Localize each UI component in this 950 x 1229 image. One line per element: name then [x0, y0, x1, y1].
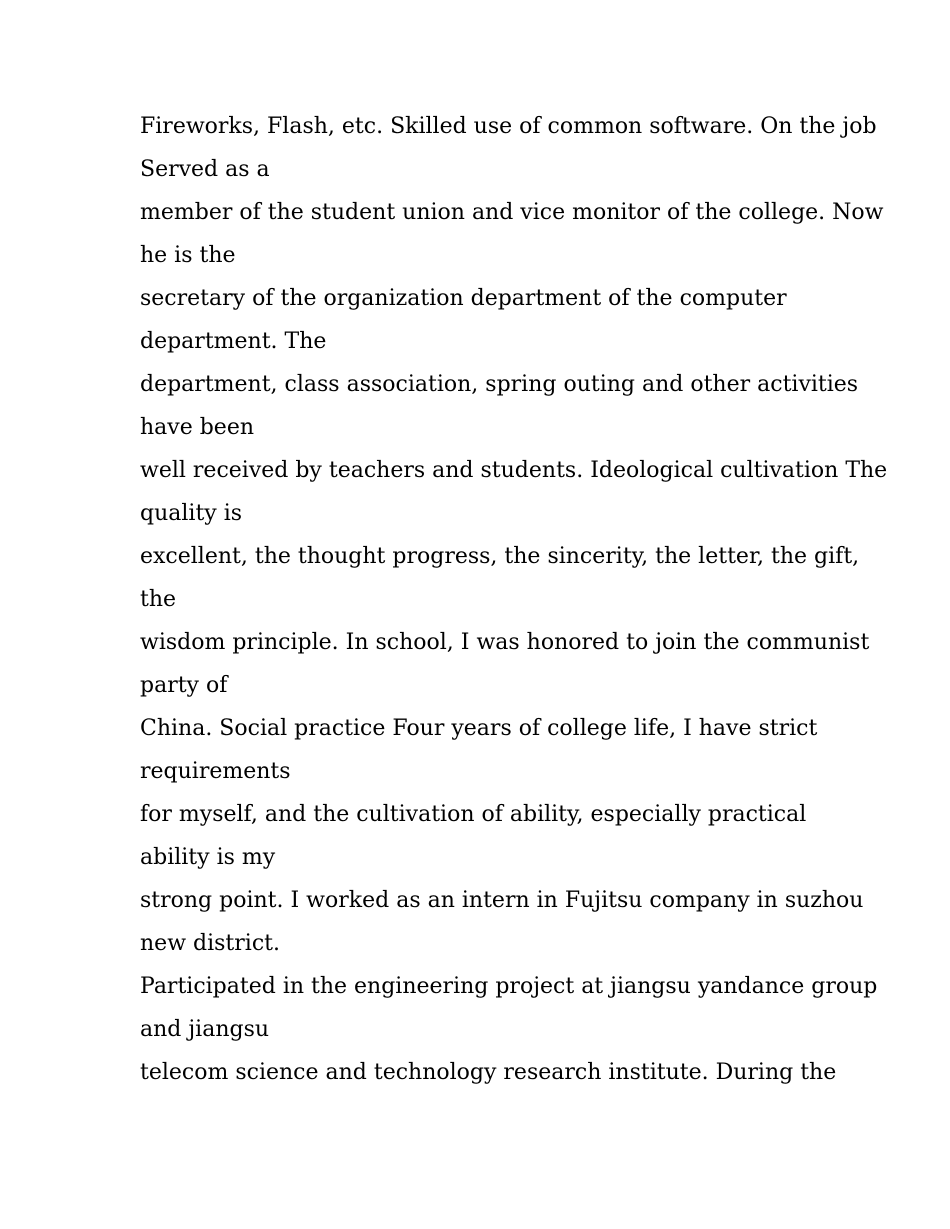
text-line: department, class association, spring outing and other activities — [140, 372, 859, 397]
text-line: wisdom principle. In school, I was honored to join the communist — [140, 630, 870, 655]
text-line: member of the student union and vice monitor of the college. Now — [140, 200, 884, 225]
text-line: party of — [140, 673, 228, 698]
body-text — [140, 105, 888, 1094]
text-line: China. Social practice Four years of college life, I have strict — [140, 716, 818, 741]
text-line: excellent, the thought progress, the sincerity, the letter, the gift, — [140, 544, 860, 569]
text-line: strong point. I worked as an intern in Fujitsu company in suzhou — [140, 888, 864, 913]
text-line: Fireworks, Flash, etc. Skilled use of common software. On the job — [140, 114, 877, 139]
text-line: ability is my — [140, 845, 276, 870]
text-line: secretary of the organization department of the computer — [140, 286, 787, 311]
text-line: department. The — [140, 329, 327, 354]
text-line: and jiangsu — [140, 1017, 270, 1042]
text-line: the — [140, 587, 177, 612]
text-line: Participated in the engineering project at jiangsu yandance group — [140, 974, 878, 999]
text-line: requirements — [140, 759, 291, 784]
text-line: well received by teachers and students. Ideological cultivation The — [140, 458, 888, 483]
text-line: quality is — [140, 501, 243, 526]
text-line: Served as a — [140, 157, 270, 182]
text-line: for myself, and the cultivation of ability, especially practical — [140, 802, 807, 827]
text-line: have been — [140, 415, 255, 440]
text-line: he is the — [140, 243, 236, 268]
text-line: new district. — [140, 931, 280, 956]
text-line: telecom science and technology research institute. During the — [140, 1060, 837, 1085]
